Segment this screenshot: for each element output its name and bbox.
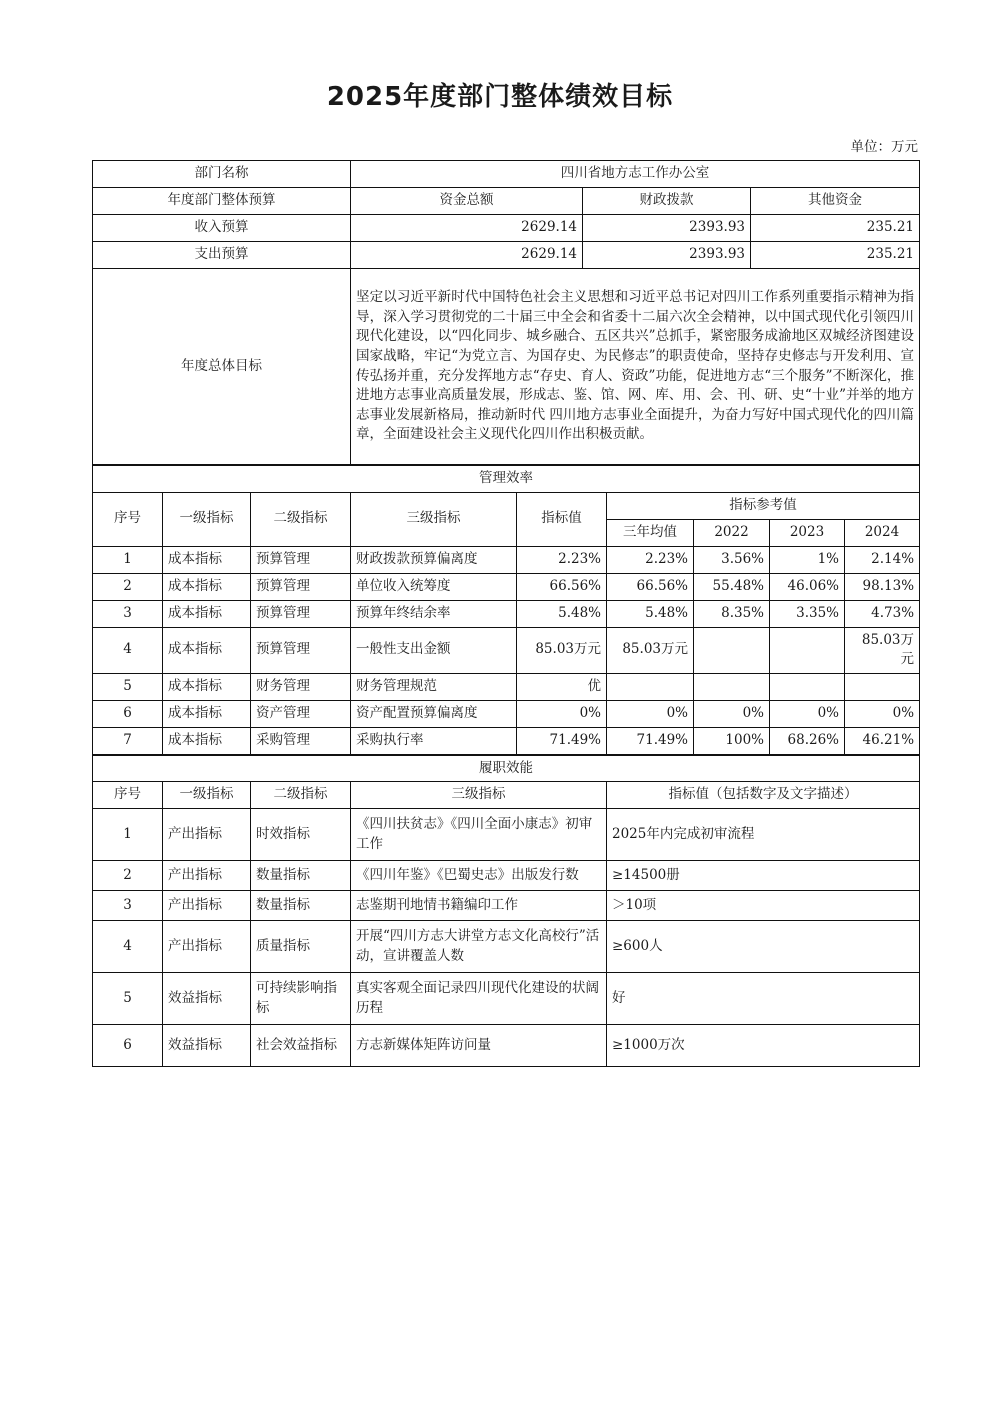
cell-level1: 产出指标: [163, 921, 251, 973]
cell-seq: 6: [93, 700, 163, 727]
cell-level3-text: 《四川年鉴》《巴蜀史志》出版发行数: [356, 866, 579, 883]
cell-level1: 成本指标: [163, 627, 251, 673]
cell-level2: 数量指标: [251, 891, 351, 921]
cell-value: ＞10项: [607, 891, 920, 921]
cell-level1: 效益指标: [163, 1025, 251, 1067]
cell-level1: 产出指标: [163, 891, 251, 921]
income-fiscal: 2393.93: [583, 215, 751, 242]
cell-level2: 预算管理: [251, 546, 351, 573]
cell-ref-avg: 0%: [607, 700, 694, 727]
col-header-ref-avg: 三年均值: [607, 519, 694, 546]
cell-ref-2022: 3.56%: [694, 546, 770, 573]
cell-ref-2024: 2.14%: [845, 546, 920, 573]
cell-value: 0%: [517, 700, 607, 727]
table-row: [93, 673, 920, 700]
table-row: [93, 809, 920, 861]
expense-total: 2629.14: [351, 242, 583, 269]
col-header-total: 资金总额: [351, 188, 583, 215]
unit-note: 单位：万元: [850, 139, 918, 155]
cell-ref-2024: 85.03万元: [845, 627, 920, 673]
col-header-level3: 三级指标: [351, 782, 607, 809]
cell-level3: 财务管理规范: [351, 673, 517, 700]
cell-value: ≥14500册: [607, 861, 920, 891]
dept-name-value: 四川省地方志工作办公室: [351, 161, 920, 188]
cell-ref-2024: 4.73%: [845, 600, 920, 627]
cell-ref-2022: 100%: [694, 727, 770, 754]
cell-value: ≥600人: [607, 921, 920, 973]
cell-level3: 开展“四川方志大讲堂方志文化高校行”活动，宣讲覆盖人数: [351, 921, 607, 973]
cell-level1: 成本指标: [163, 600, 251, 627]
col-header-ref-2022: 2022: [694, 519, 770, 546]
table-row: [93, 600, 920, 627]
cell-level3: 一般性支出金额: [351, 627, 517, 673]
table-header-row-1: [93, 492, 920, 519]
cell-value: 好: [607, 973, 920, 1025]
table-row: [93, 973, 920, 1025]
cell-seq: 4: [93, 921, 163, 973]
cell-level2: 社会效益指标: [251, 1025, 351, 1067]
cell-level3: 预算年终结余率: [351, 600, 517, 627]
cell-ref-2023: [770, 627, 845, 673]
col-header-reference-group: 指标参考值: [607, 492, 920, 519]
table-row: [93, 921, 920, 973]
cell-level2: 时效指标: [251, 809, 351, 861]
cell-level2: 预算管理: [251, 600, 351, 627]
table-row: [93, 891, 920, 921]
col-header-fiscal: 财政拨款: [583, 188, 751, 215]
table-row-dept-name: [93, 161, 920, 188]
section-title-management: 管理效率: [93, 466, 920, 493]
cell-level1: 成本指标: [163, 546, 251, 573]
cell-ref-2022: [694, 627, 770, 673]
col-header-value: 指标值: [517, 492, 607, 546]
cell-level2: 财务管理: [251, 673, 351, 700]
col-header-level2: 二级指标: [251, 782, 351, 809]
row-label-expense: 支出预算: [93, 242, 351, 269]
section-title-duty: 履职效能: [93, 755, 920, 782]
cell-level1: 产出指标: [163, 861, 251, 891]
table-row: [93, 861, 920, 891]
cell-value: 71.49%: [517, 727, 607, 754]
cell-level1: 成本指标: [163, 673, 251, 700]
page-title: 2025年度部门整体绩效目标: [326, 82, 674, 112]
cell-ref-avg: 85.03万元: [607, 627, 694, 673]
col-header-ref-2023: 2023: [770, 519, 845, 546]
cell-seq: 1: [93, 809, 163, 861]
cell-level2: 采购管理: [251, 727, 351, 754]
table-row: [93, 700, 920, 727]
cell-ref-avg: 2.23%: [607, 546, 694, 573]
cell-level1: 成本指标: [163, 727, 251, 754]
cell-seq: 1: [93, 546, 163, 573]
annual-goal-text: 坚定以习近平新时代中国特色社会主义思想和习近平总书记对四川工作系列重要指示精神为指导，深入学习贯彻党的二十届三中全会和省委十二届六次全会精神，以中国式现代化引领四川现代化建设，以“四化同步、城乡融合、五区共兴”总抓手，紧密服务成渝地区双城经济图建设国家战略，牢记“为党立言、为国存史、为民修志”的职责使命，坚持存史修志与开发利用、宣传弘扬并重，充分发挥地方志“存史、育人、资政”功能，促进地方志“三个服务”不断深化，推进地方志事业高质量发展，形成志、鉴、馆、网、库、用、会、刊、研、史“十业”并举的地方志事业发展新格局，推动新时代 四川地方志事业全面提升，为奋力写好中国式现代化的四川篇章，全面建设社会主义现代化四川作出积极贡献。: [351, 269, 920, 465]
col-header-seq: 序号: [93, 782, 163, 809]
annual-goal-label: 年度总体目标: [93, 269, 351, 465]
col-header-other: 其他资金: [751, 188, 920, 215]
expense-fiscal: 2393.93: [583, 242, 751, 269]
table-row-income-budget: [93, 215, 920, 242]
cell-ref-2023: [770, 673, 845, 700]
table-row: [93, 573, 920, 600]
cell-ref-2022: [694, 673, 770, 700]
cell-level3: 财政拨款预算偏离度: [351, 546, 517, 573]
cell-value: 85.03万元: [517, 627, 607, 673]
section-band-management: [93, 466, 920, 493]
cell-ref-2023: 46.06%: [770, 573, 845, 600]
cell-level3: 采购执行率: [351, 727, 517, 754]
table-row: [93, 627, 920, 673]
cell-level3: 《四川扶贫志》《四川全面小康志》初审工作: [351, 809, 607, 861]
cell-value: 66.56%: [517, 573, 607, 600]
cell-ref-2023: 0%: [770, 700, 845, 727]
cell-ref-avg: 66.56%: [607, 573, 694, 600]
cell-level1: 成本指标: [163, 700, 251, 727]
table-row: [93, 546, 920, 573]
cell-level2: 预算管理: [251, 627, 351, 673]
cell-seq: 3: [93, 891, 163, 921]
cell-level2: 数量指标: [251, 861, 351, 891]
cell-value: 优: [517, 673, 607, 700]
table-row-expense-budget: [93, 242, 920, 269]
management-efficiency-table: [92, 465, 920, 755]
cell-ref-2024: 46.21%: [845, 727, 920, 754]
cell-level2: 资产管理: [251, 700, 351, 727]
cell-ref-2022: 8.35%: [694, 600, 770, 627]
row-label-income: 收入预算: [93, 215, 351, 242]
table-row: [93, 1025, 920, 1067]
cell-level3: 单位收入统筹度: [351, 573, 517, 600]
section-band-duty: [93, 755, 920, 782]
cell-ref-2024: [845, 673, 920, 700]
cell-level3: [351, 861, 607, 891]
cell-seq: 4: [93, 627, 163, 673]
col-header-value: 指标值（包括数字及文字描述）: [607, 782, 920, 809]
cell-level1: 成本指标: [163, 573, 251, 600]
col-header-level2: 二级指标: [251, 492, 351, 546]
cell-seq: 6: [93, 1025, 163, 1067]
cell-level2: 质量指标: [251, 921, 351, 973]
cell-ref-2023: 68.26%: [770, 727, 845, 754]
cell-level2: 预算管理: [251, 573, 351, 600]
col-header-level3: 三级指标: [351, 492, 517, 546]
cell-level1: 效益指标: [163, 973, 251, 1025]
cell-value: ≥1000万次: [607, 1025, 920, 1067]
col-header-seq: 序号: [93, 492, 163, 546]
cell-seq: 5: [93, 673, 163, 700]
budget-row-label: 年度部门整体预算: [93, 188, 351, 215]
expense-other: 235.21: [751, 242, 920, 269]
dept-name-label: 部门名称: [93, 161, 351, 188]
cell-level3: 志鉴期刊地情书籍编印工作: [351, 891, 607, 921]
cell-ref-2024: 0%: [845, 700, 920, 727]
cell-level3: 资产配置预算偏离度: [351, 700, 517, 727]
cell-level2: 可持续影响指标: [251, 973, 351, 1025]
col-header-level1: 一级指标: [163, 782, 251, 809]
table-row-budget-header: [93, 188, 920, 215]
table-header-row: [93, 782, 920, 809]
cell-seq: 2: [93, 861, 163, 891]
cell-ref-2022: 0%: [694, 700, 770, 727]
cell-value: 2.23%: [517, 546, 607, 573]
cell-ref-2023: 1%: [770, 546, 845, 573]
cell-ref-avg: 5.48%: [607, 600, 694, 627]
cell-value: 2025年内完成初审流程: [607, 809, 920, 861]
budget-table: [92, 160, 920, 465]
cell-ref-avg: [607, 673, 694, 700]
cell-seq: 7: [93, 727, 163, 754]
cell-seq: 3: [93, 600, 163, 627]
cell-value: 5.48%: [517, 600, 607, 627]
cell-ref-2022: 55.48%: [694, 573, 770, 600]
cell-ref-2024: 98.13%: [845, 573, 920, 600]
income-total: 2629.14: [351, 215, 583, 242]
duty-effectiveness-table: [92, 755, 920, 1068]
cell-level3: 方志新媒体矩阵访问量: [351, 1025, 607, 1067]
col-header-ref-2024: 2024: [845, 519, 920, 546]
table-row: [93, 727, 920, 754]
cell-level3: 真实客观全面记录四川现代化建设的状阔历程: [351, 973, 607, 1025]
cell-seq: 5: [93, 973, 163, 1025]
table-row-annual-goal: [93, 269, 920, 465]
income-other: 235.21: [751, 215, 920, 242]
cell-ref-2023: 3.35%: [770, 600, 845, 627]
col-header-level1: 一级指标: [163, 492, 251, 546]
cell-ref-avg: 71.49%: [607, 727, 694, 754]
cell-seq: 2: [93, 573, 163, 600]
cell-level1: 产出指标: [163, 809, 251, 861]
